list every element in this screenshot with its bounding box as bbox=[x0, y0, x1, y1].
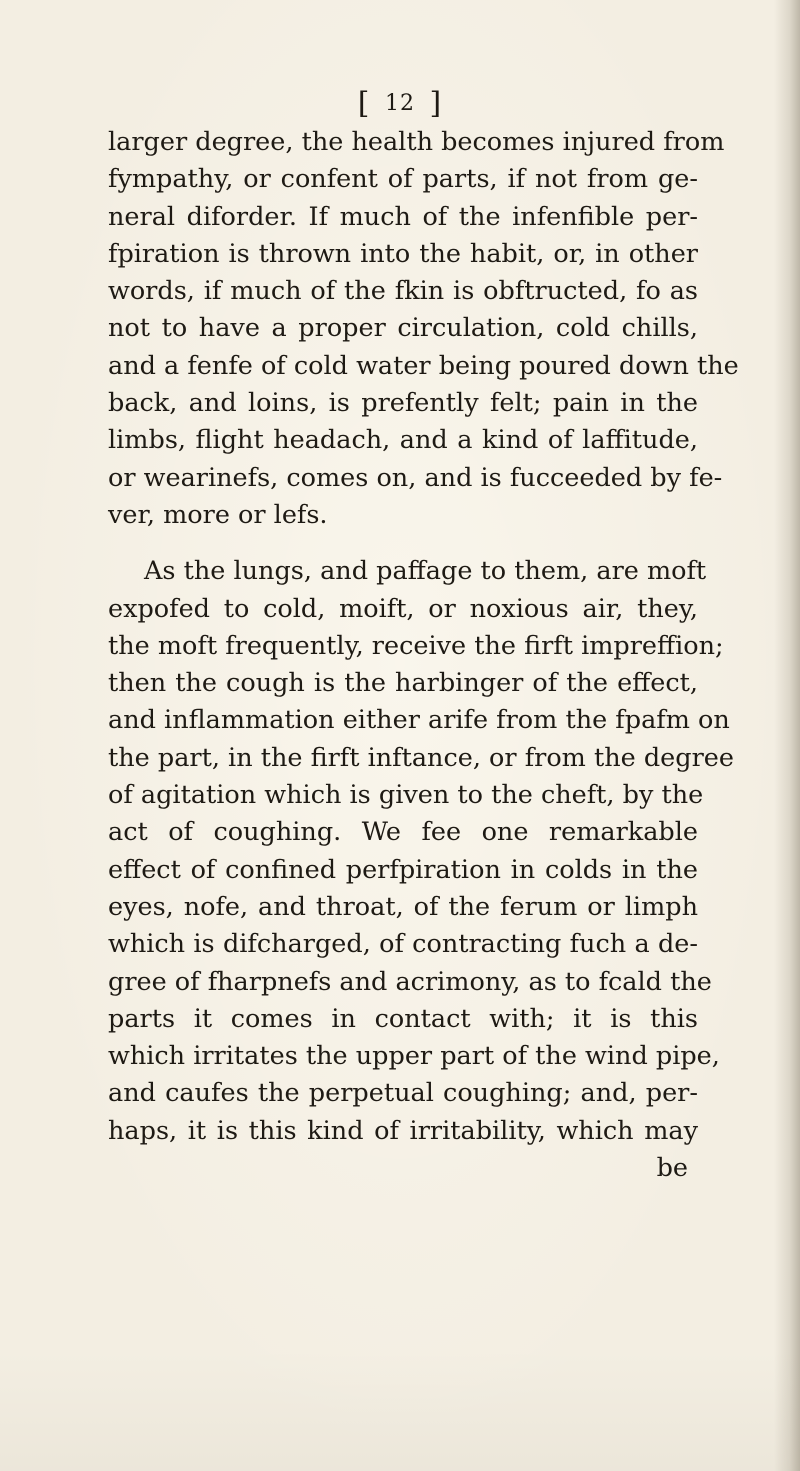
text-line: neral diforder. If much of the infenfible per- bbox=[108, 201, 698, 232]
text-line: eyes, nofe, and throat, of the ferum or limph bbox=[108, 891, 698, 922]
paragraph-gap bbox=[108, 534, 698, 553]
text-line: fympathy, or confent of parts, if not from ge- bbox=[108, 164, 698, 195]
text-line: which is difcharged, of contracting fuch a de- bbox=[108, 929, 698, 960]
text-line: effect of confined perfpiration in colds in the bbox=[108, 854, 698, 885]
header-open-bracket: [ bbox=[357, 86, 371, 121]
text-line: haps, it is this kind of irritability, which may bbox=[108, 1115, 698, 1146]
text-line: then the cough is the harbinger of the effect, bbox=[108, 668, 698, 699]
text-line: gree of fharpnefs and acrimony, as to fcald the bbox=[108, 966, 712, 997]
text-line: As the lungs, and paffage to them, are moft bbox=[144, 556, 707, 587]
body-text bbox=[108, 124, 739, 1187]
text-line: the part, in the firft inftance, or from the degree bbox=[108, 742, 734, 773]
text-line: of agitation which is given to the cheft, by the bbox=[108, 780, 704, 811]
header-close-bracket: ] bbox=[429, 86, 443, 121]
text-line: and a fenfe of cold water being poured down the bbox=[108, 350, 739, 381]
text-line: back, and loins, is prefently felt; pain in the bbox=[108, 388, 698, 419]
catchword: be bbox=[656, 1153, 688, 1184]
page-edge-shadow bbox=[774, 0, 800, 1471]
text-line: larger degree, the health becomes injured from bbox=[108, 127, 725, 157]
text-line: act of coughing. We fee one remarkable bbox=[108, 817, 698, 848]
text-line: limbs, flight headach, and a kind of laffitude, bbox=[108, 425, 698, 456]
page-header bbox=[0, 86, 800, 121]
text-line: parts it comes in contact with; it is this bbox=[108, 1003, 698, 1034]
text-line: the moft frequently, receive the firft impreffion; bbox=[108, 630, 724, 661]
text-line: words, if much of the fkin is obftructed, fo as bbox=[108, 276, 698, 307]
text-line: and caufes the perpetual coughing; and, per- bbox=[108, 1078, 698, 1109]
page-number: 12 bbox=[385, 91, 415, 116]
text-line: or wearinefs, comes on, and is fucceeded by fe- bbox=[108, 462, 723, 493]
text-line: which irritates the upper part of the wind pipe, bbox=[108, 1041, 720, 1072]
text-line: ver, more or lefs. bbox=[108, 499, 328, 530]
text-line: fpiration is thrown into the habit, or, in other bbox=[108, 238, 698, 269]
text-line: expofed to cold, moift, or noxious air, they, bbox=[108, 593, 698, 624]
text-line: not to have a proper circulation, cold chills, bbox=[108, 313, 698, 344]
text-line: and inflammation either arife from the fpafm on bbox=[108, 705, 730, 736]
page-bottom-shade bbox=[0, 1351, 800, 1471]
